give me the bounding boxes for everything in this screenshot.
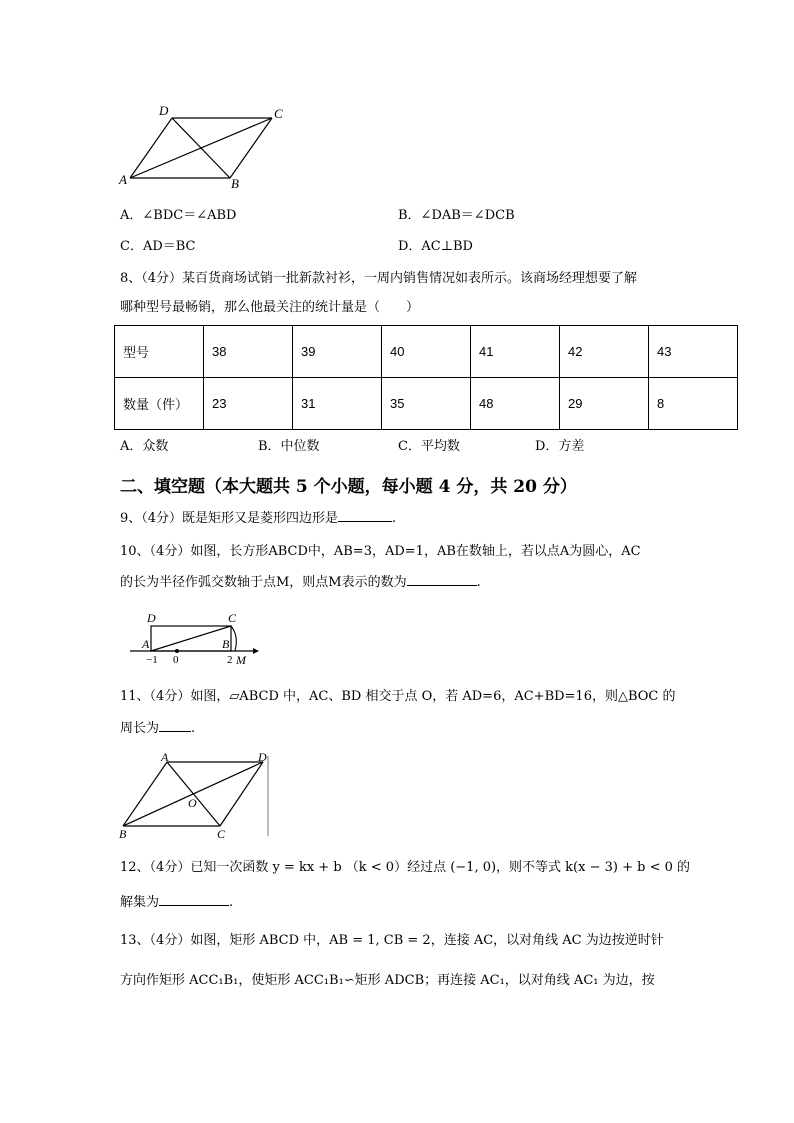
label-c: C: [217, 827, 226, 841]
number-line-arrow: [253, 648, 259, 654]
tick-two: 2: [227, 654, 233, 666]
origin-point: [175, 649, 179, 653]
table-cell: 35: [382, 378, 471, 430]
q11-parallelogram-figure: [115, 750, 275, 842]
q7-option-b: B．∠DAB＝∠DCB: [398, 208, 515, 223]
q9-answer-blank[interactable]: [338, 510, 392, 522]
q12-stem-line1: 12、（4分）已知一次函数 y = kx + b （k < 0）经过点 (−1, 0)，则不等式 k(x − 3) + b < 0 的: [120, 860, 691, 875]
label-c: C: [274, 106, 283, 121]
label-a: A: [119, 172, 127, 187]
table-cell: 38: [204, 326, 293, 378]
q12-end: .: [229, 895, 234, 910]
label-d: D: [147, 611, 156, 625]
q11-answer-blank[interactable]: [159, 720, 191, 732]
q11-stem-line1: 11、（4分）如图，▱ABCD 中，AC、BD 相交于点 O，若 AD=6，AC+BD=16，则△BOC 的: [120, 689, 676, 704]
table-cell: 31: [293, 378, 382, 430]
q10-stem-line2: [120, 574, 481, 592]
section-fill-in-title: 二、填空题（本大题共 5 个小题，每小题 4 分，共 20 分）: [120, 477, 577, 497]
table-cell: 41: [471, 326, 560, 378]
q7-option-a: A．∠BDC＝∠ABD: [120, 208, 237, 223]
label-b: B: [231, 176, 239, 191]
q8-stem-line2: 哪种型号最畅销，那么他最关注的统计量是（ ）: [120, 300, 420, 315]
q12-text-line2: 解集为: [120, 895, 160, 910]
table-cell: 39: [293, 326, 382, 378]
q11-end: .: [191, 721, 196, 736]
tick-zero: 0: [173, 654, 179, 666]
q11-stem-line2: [120, 720, 195, 738]
q9-text: 9、（4分）既是矩形又是菱形四边形是: [120, 511, 339, 526]
table-row: [115, 326, 738, 378]
arc-to-m: [231, 626, 236, 651]
label-d: D: [159, 103, 169, 118]
q8-option-a: A．众数: [120, 439, 169, 454]
table-row: [115, 378, 738, 430]
q8-option-b: B．中位数: [258, 439, 320, 454]
table-cell: 40: [382, 326, 471, 378]
table-cell: 43: [649, 326, 738, 378]
table-cell: 29: [560, 378, 649, 430]
label-c: C: [228, 611, 237, 625]
table-header-size: 型号: [115, 326, 204, 378]
label-m: M: [236, 653, 246, 667]
q10-stem-line1: 10、（4分）如图，长方形ABCD中，AB=3，AD=1，AB在数轴上，若以点A为圆心，AC: [120, 544, 641, 559]
q12-stem-line2: [120, 894, 233, 912]
table-cell: 23: [204, 378, 293, 430]
label-a: A: [161, 750, 169, 764]
diagonal-ac: [151, 626, 231, 651]
table-cell: 42: [560, 326, 649, 378]
q7-option-d: D．AC⊥BD: [398, 239, 473, 254]
q9-end: .: [392, 511, 397, 526]
q9-stem: [120, 510, 396, 528]
q10-end: .: [476, 575, 481, 590]
q12-answer-blank[interactable]: [159, 894, 229, 906]
label-b: B: [222, 637, 230, 651]
q13-stem-line1: 13、（4分）如图，矩形 ABCD 中，AB = 1, CB = 2，连接 AC，以对角线 AC 为边按逆时针: [120, 933, 664, 948]
q7-parallelogram-figure: [110, 100, 300, 195]
q8-stem-line1: 8、（4分）某百货商场试销一批新款衬衫，一周内销售情况如表所示。该商场经理想要了解: [120, 271, 638, 286]
q10-answer-blank[interactable]: [407, 574, 477, 586]
table-cell: 8: [649, 378, 738, 430]
diagonal-bd: [172, 118, 230, 178]
q8-sales-table: [114, 325, 738, 430]
q10-text-line2: 的长为半径作弧交数轴于点M，则点M表示的数为: [120, 575, 407, 590]
label-b: B: [119, 827, 127, 841]
q13-stem-line2: 方向作矩形 ACC₁B₁，使矩形 ACC₁B₁∽矩形 ADCB；再连接 AC₁，以对角线 AC₁ 为边，按: [120, 973, 655, 988]
tick-neg1: −1: [146, 654, 158, 666]
label-a: A: [142, 637, 150, 651]
q7-option-c: C．AD＝BC: [120, 239, 196, 254]
q8-option-c: C．平均数: [398, 439, 460, 454]
label-o: O: [188, 796, 197, 810]
q11-text-line2: 周长为: [120, 721, 160, 736]
table-header-count: 数量（件）: [115, 378, 204, 430]
label-d: D: [258, 750, 267, 764]
table-cell: 48: [471, 378, 560, 430]
q10-number-line-figure: [125, 608, 265, 670]
q8-option-d: D．方差: [535, 439, 585, 454]
